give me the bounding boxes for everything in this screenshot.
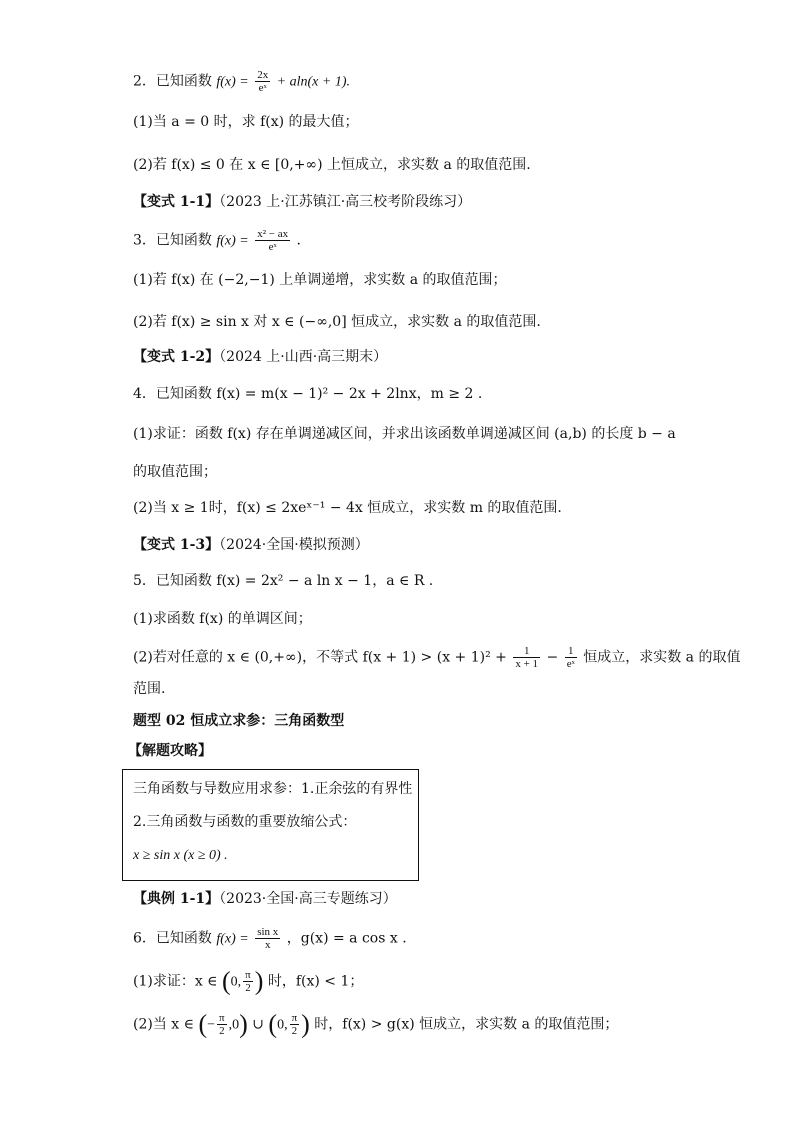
problem-5-stem: 5．已知函数 f(x) = 2x² − a ln x − 1，a ∈ R . xyxy=(133,573,434,589)
problem-2-stem xyxy=(133,69,350,94)
question-prefix: (1)求证：x ∈ xyxy=(133,973,218,990)
fraction-denominator: eˣ xyxy=(268,241,277,253)
fraction-numerator: π xyxy=(219,1012,225,1024)
strategy-line-3: x ≥ sin x (x ≥ 0) . xyxy=(133,848,228,863)
question-suffix: 时，f(x) < 1； xyxy=(267,973,364,990)
interval-start: 0, xyxy=(277,1017,288,1033)
fraction-numerator: sin x xyxy=(257,926,279,938)
variant-1-3-heading xyxy=(133,535,369,555)
fraction-numerator: 1 xyxy=(565,645,577,658)
problem-3-number: 3．已知函数 xyxy=(133,232,212,249)
question-suffix: 时，f(x) > g(x) 恒成立，求实数 a 的取值范围； xyxy=(314,1016,619,1033)
example-1-1-heading xyxy=(133,889,397,909)
fraction-denominator: 2 xyxy=(245,982,251,994)
problem-5-question-2-cont: 范围. xyxy=(133,681,166,697)
problem-2-number: 2．已知函数 xyxy=(133,73,212,90)
variant-1-2-heading xyxy=(133,347,387,367)
question-prefix: (2)当 x ∈ xyxy=(133,1016,194,1033)
fraction xyxy=(243,969,253,994)
variant-source: （2024·全国·模拟预测） xyxy=(219,537,369,553)
problem-3-stem xyxy=(133,228,301,253)
problem-4-question-1-cont: 的取值范围； xyxy=(133,464,217,480)
expression-tail: ，g(x) = a cos x . xyxy=(286,930,407,947)
strategy-line-2: 2.三角函数与函数的重要放缩公式： xyxy=(133,814,357,830)
fraction-denominator: 2 xyxy=(219,1025,225,1037)
section-title: 题型 02 恒成立求参：三角函数型 xyxy=(133,713,345,729)
fraction-denominator: x + 1 xyxy=(515,658,539,670)
problem-6-question-2 xyxy=(133,1009,619,1039)
fraction-numerator: 2x xyxy=(257,69,269,81)
problem-5-question-1: (1)求函数 f(x) 的单调区间； xyxy=(133,611,312,627)
interval-end: ,0 xyxy=(228,1017,240,1033)
expression-tail: + aln(x + 1). xyxy=(276,74,350,90)
fraction-numerator: π xyxy=(245,969,251,981)
fraction xyxy=(255,228,290,253)
variant-source: （2023 上·江苏镇江·高三校考阶段练习） xyxy=(219,194,472,210)
fraction xyxy=(290,1012,300,1037)
variant-tag: 【变式 1-2】 xyxy=(133,349,220,365)
inequality-suffix: 恒成立，求实数 a 的取值 xyxy=(583,649,741,666)
strategy-line-1: 三角函数与导数应用求参：1.正余弦的有界性 xyxy=(133,781,413,797)
example-tag: 【典例 1-1】 xyxy=(133,891,220,907)
fraction xyxy=(513,645,540,670)
variant-1-1-heading xyxy=(133,192,471,212)
fraction xyxy=(255,926,280,951)
open-paren: ( xyxy=(222,966,231,996)
problem-5-question-2 xyxy=(133,645,740,670)
minus-sign: − xyxy=(546,649,559,666)
fraction-numerator: π xyxy=(291,1012,298,1024)
function-label: f(x) = xyxy=(216,931,249,947)
interval-start: 0, xyxy=(230,974,242,990)
problem-4-question-1: (1)求证：函数 f(x) 存在单调递减区间，并求出该函数单调递减区间 (a,b) 的长度 b − a xyxy=(133,426,676,442)
problem-2-question-2: (2)若 f(x) ≤ 0 在 x ∈ [0,+∞) 上恒成立，求实数 a 的取值范围. xyxy=(133,157,531,173)
open-paren: ( xyxy=(198,1009,208,1039)
fraction-denominator: 2 xyxy=(291,1025,298,1037)
minus-sign: − xyxy=(207,1017,216,1033)
close-paren: ) xyxy=(254,966,264,996)
function-label: f(x) = xyxy=(216,74,249,90)
fraction-numerator: x² − ax xyxy=(257,228,289,240)
variant-source: （2024 上·山西·高三期末） xyxy=(219,349,388,365)
fraction xyxy=(255,69,270,94)
problem-4-stem: 4．已知函数 f(x) = m(x − 1)² − 2x + 2lnx，m ≥ 2 . xyxy=(133,386,483,402)
strategy-tag: 【解题攻略】 xyxy=(128,743,212,759)
variant-tag: 【变式 1-1】 xyxy=(133,194,220,210)
union-sign: ∪ xyxy=(252,1017,264,1033)
problem-3-question-2: (2)若 f(x) ≥ sin x 对 x ∈ (−∞,0] 恒成立，求实数 a 的取值范围. xyxy=(133,314,541,330)
problem-4-question-2: (2)当 x ≥ 1时，f(x) ≤ 2xeˣ⁻¹ − 4x 恒成立，求实数 m 的取值范围. xyxy=(133,500,562,516)
fraction-denominator: eˣ xyxy=(566,658,575,670)
problem-6-number: 6．已知函数 xyxy=(133,930,212,947)
example-source: （2023·全国·高三专题练习） xyxy=(219,891,397,907)
open-paren: ( xyxy=(268,1009,278,1039)
function-label: f(x) = xyxy=(216,233,249,249)
fraction-numerator: 1 xyxy=(513,645,540,658)
problem-6-question-1 xyxy=(133,966,364,996)
problem-6-stem xyxy=(133,926,407,951)
close-paren: ) xyxy=(301,1009,310,1039)
variant-tag: 【变式 1-3】 xyxy=(133,537,220,553)
problem-3-question-1: (1)若 f(x) 在 (−2,−1) 上单调递增，求实数 a 的取值范围； xyxy=(133,272,507,288)
fraction-denominator: x xyxy=(265,939,271,951)
fraction xyxy=(565,645,577,670)
close-paren: ) xyxy=(239,1009,248,1039)
inequality-prefix: (2)若对任意的 x ∈ (0,+∞)，不等式 f(x + 1) > (x + 1)² + xyxy=(133,649,507,666)
fraction xyxy=(217,1012,227,1037)
fraction-denominator: eˣ xyxy=(258,82,267,94)
expression-tail: . xyxy=(296,232,301,249)
problem-2-question-1: (1)当 a = 0 时，求 f(x) 的最大值； xyxy=(133,114,359,130)
